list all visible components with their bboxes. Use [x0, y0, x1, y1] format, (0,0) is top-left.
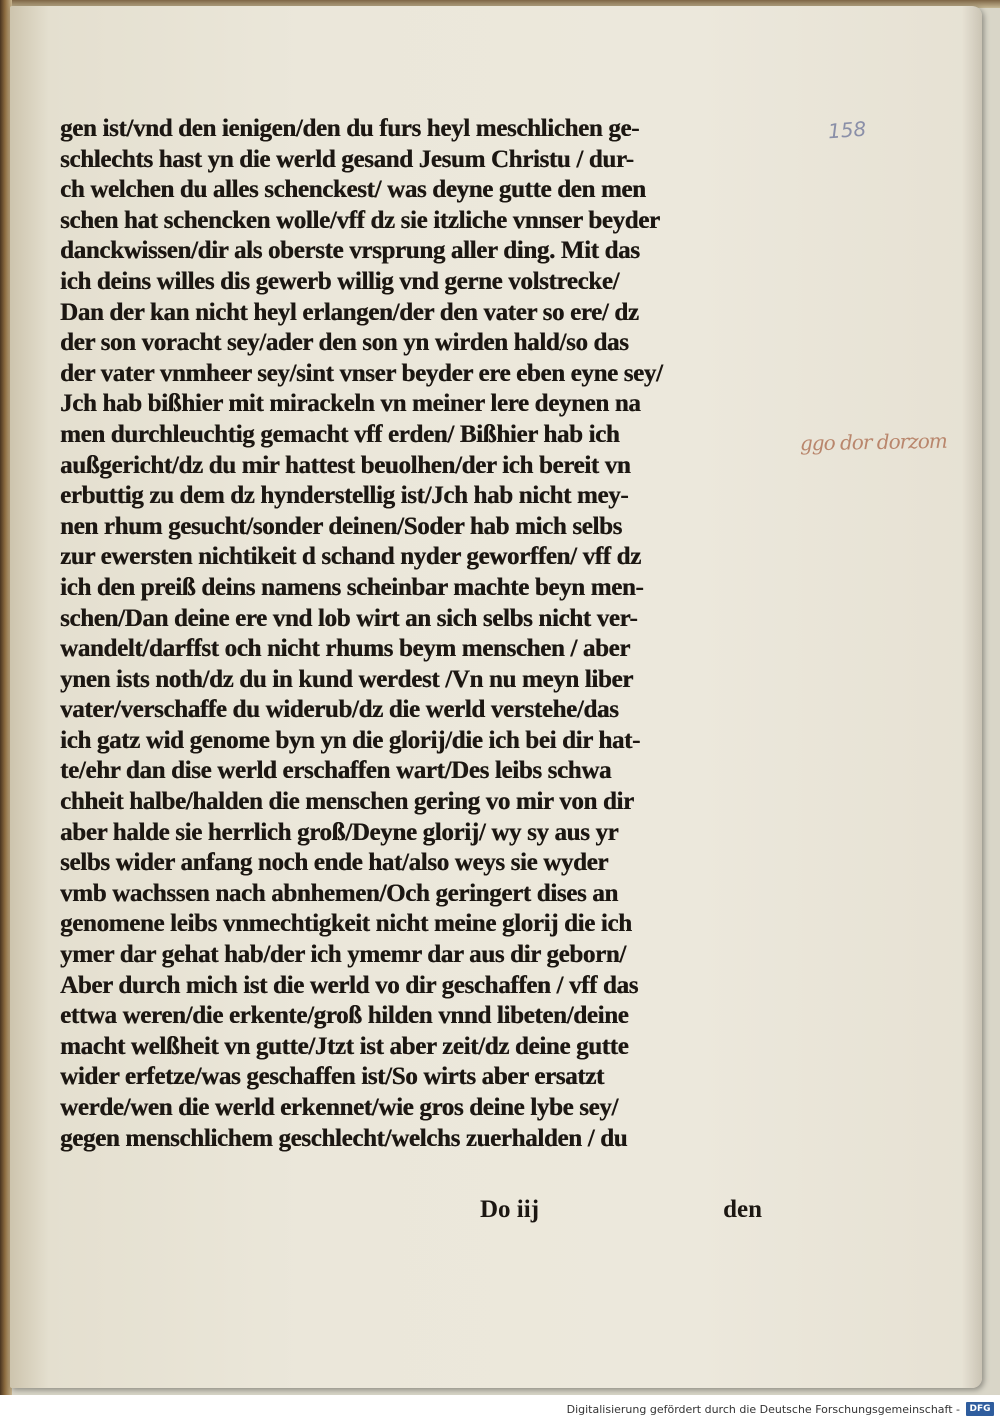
- text-line: gegen menschlichem geschlecht/welchs zuerhalden / du: [60, 1124, 628, 1152]
- text-line: zur ewersten nichtikeit d schand nyder geworffen/ vff dz: [60, 543, 641, 571]
- text-line: chheit halbe/halden die menschen gering vo mir von dir: [60, 788, 634, 816]
- dfg-logo-icon: DFG: [966, 1402, 994, 1416]
- text-line: Jch hab bißhier mit mirackeln vn meiner lere deynen na: [60, 390, 641, 418]
- text-line: ynen ists noth/dz du in kund werdest /Vn nu meyn liber: [60, 665, 633, 693]
- text-line: aber halde sie herrlich groß/Deyne glorij/ wy sy aus yr: [60, 818, 619, 846]
- page-edge-shadow: [962, 6, 982, 1388]
- text-line: genomene leibs vnmechtigkeit nicht meine glorij die ich: [60, 910, 632, 938]
- text-line: erbuttig zu dem dz hynderstellig ist/Jch hab nicht mey-: [60, 482, 629, 510]
- footer-credit: Digitalisierung gefördert durch die Deutsche Forschungsgemeinschaft -: [566, 1403, 960, 1416]
- text-line: ich den preiß deins namens scheinbar machte beyn men-: [60, 573, 644, 601]
- catchline: [60, 1196, 770, 1228]
- text-line: vmb wachssen nach abnhemen/Och geringert dises an: [60, 879, 618, 907]
- text-line: Aber durch mich ist die werld vo dir geschaffen / vff das: [60, 971, 638, 999]
- text-line: ich deins willes dis gewerb willig vnd gerne volstrecke/: [60, 267, 620, 295]
- text-line: men durchleuchtig gemacht vff erden/ Bißhier hab ich: [60, 420, 620, 448]
- catchword: den: [723, 1196, 762, 1223]
- text-line: wandelt/darffst och nicht rhums beym menschen / aber: [60, 635, 630, 663]
- text-line: te/ehr dan dise werld erschaffen wart/Des leibs schwa: [60, 757, 612, 785]
- text-line: macht welßheit vn gutte/Jtzt ist aber zeit/dz deine gutte: [60, 1032, 629, 1060]
- text-line: außgericht/dz du mir hattest beuolhen/der ich bereit vn: [60, 451, 631, 479]
- text-line: vater/verschaffe du widerub/dz die werld verstehe/das: [60, 696, 619, 724]
- text-line: der son voracht sey/ader den son yn wirden hald/so das: [60, 329, 629, 357]
- text-line: werde/wen die werld erkennet/wie gros deine lybe sey/: [60, 1094, 618, 1121]
- text-line: ich gatz wid genome byn yn die glorij/die ich bei dir hat-: [60, 726, 640, 754]
- text-line: schen hat schencken wolle/vff dz sie itzliche vnnser beyder: [60, 206, 660, 234]
- signature-mark: Do iij: [480, 1196, 540, 1223]
- text-line: wider erfetze/was geschaffen ist/So wirts aber ersatzt: [60, 1063, 604, 1091]
- text-line: nen rhum gesucht/sonder deinen/Soder hab mich selbs: [60, 512, 622, 540]
- text-line: ettwa weren/die erkente/groß hilden vnnd libeten/deine: [60, 1002, 629, 1030]
- text-line: Dan der kan nicht heyl erlangen/der den vater so ere/ dz: [60, 298, 639, 326]
- footer-bar: [0, 1395, 1000, 1425]
- text-line: ymer dar gehat hab/der ich ymemr dar aus dir geborn/: [60, 941, 626, 969]
- folio-number: 158: [827, 116, 867, 144]
- text-line: ch welchen du alles schenckest/ was deyne gutte den men: [60, 176, 646, 204]
- text-line: danckwissen/dir als oberste vrsprung aller ding. Mit das: [60, 237, 640, 265]
- text-line: schen/Dan deine ere vnd lob wirt an sich selbs nicht ver-: [60, 604, 638, 632]
- text-line: der vater vnmheer sey/sint vnser beyder ere eben eyne sey/: [60, 359, 663, 387]
- page-text-block: [60, 114, 780, 1154]
- text-line: selbs wider anfang noch ende hat/also weys sie wyder: [60, 849, 609, 877]
- text-line: gen ist/vnd den ienigen/den du furs heyl meschlichen ge-: [60, 115, 640, 142]
- margin-annotation: ggo dor dorzom: [799, 428, 947, 456]
- text-line: schlechts hast yn die werld gesand Jesum Christu / dur-: [60, 145, 634, 173]
